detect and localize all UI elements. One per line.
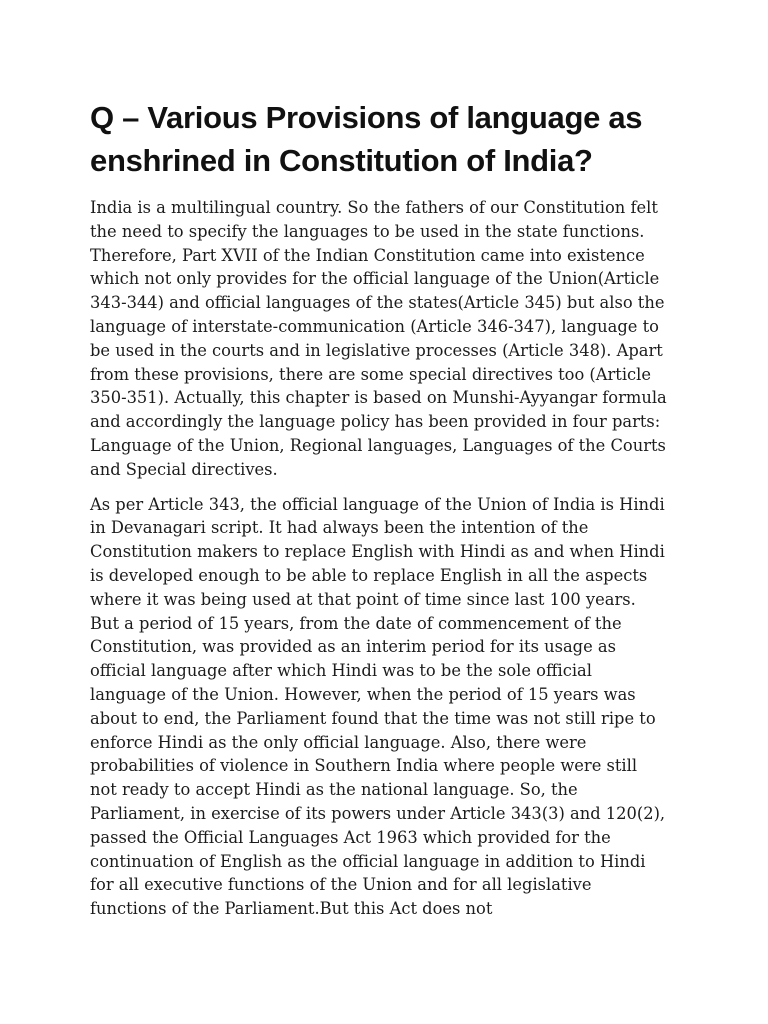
- page-title: Q – Various Provisions of language as enshrined in Constitution of India?: [90, 100, 643, 178]
- paragraph-article-343: As per Article 343, the official language of the Union of India is Hindi in Devanagari script. It had always been the intention of the Constitution makers to replace English with Hindi as and when Hindi is developed enough to be able to replace English in all the aspects where it was being used at that point of time since last 100 years. But a period of 15 years, from the date of commencement of the Constitution, was provided as an interim period for its usage as official language after which Hindi was to be the sole official language of the Union. However, when the period of 15 years was about to end, the Parliament found that the time was not still ripe to enforce Hindi as the only official language. Also, there were probabilities of violence in Southern India where people were still not ready to accept Hindi as the national language. So, the Parliament, in exercise of its powers under Article 343(3) and 120(2), passed the Official Languages Act 1963 which provided for the continuation of English as the official language in addition to Hindi for all executive functions of the Union and for all legislative functions of the Parliament.But this Act does not: [90, 494, 666, 919]
- paragraph-intro: India is a multilingual country. So the fathers of our Constitution felt the need to specify the languages to be used in the state functions. Therefore, Part XVII of the Indian Constitution came into existence which not only provides for the official language of the Union(Article 343-344) and official languages of the states(Article 345) but also the language of interstate-communication (Article 346-347), language to be used in the courts and in legislative processes (Article 348). Apart from these provisions, there are some special directives too (Article 350-351). Actually, this chapter is based on Munshi-Ayyangar formula and accordingly the language policy has been provided in four parts: Language of the Union, Regional languages, Languages of the Courts and Special directives.: [90, 198, 667, 479]
